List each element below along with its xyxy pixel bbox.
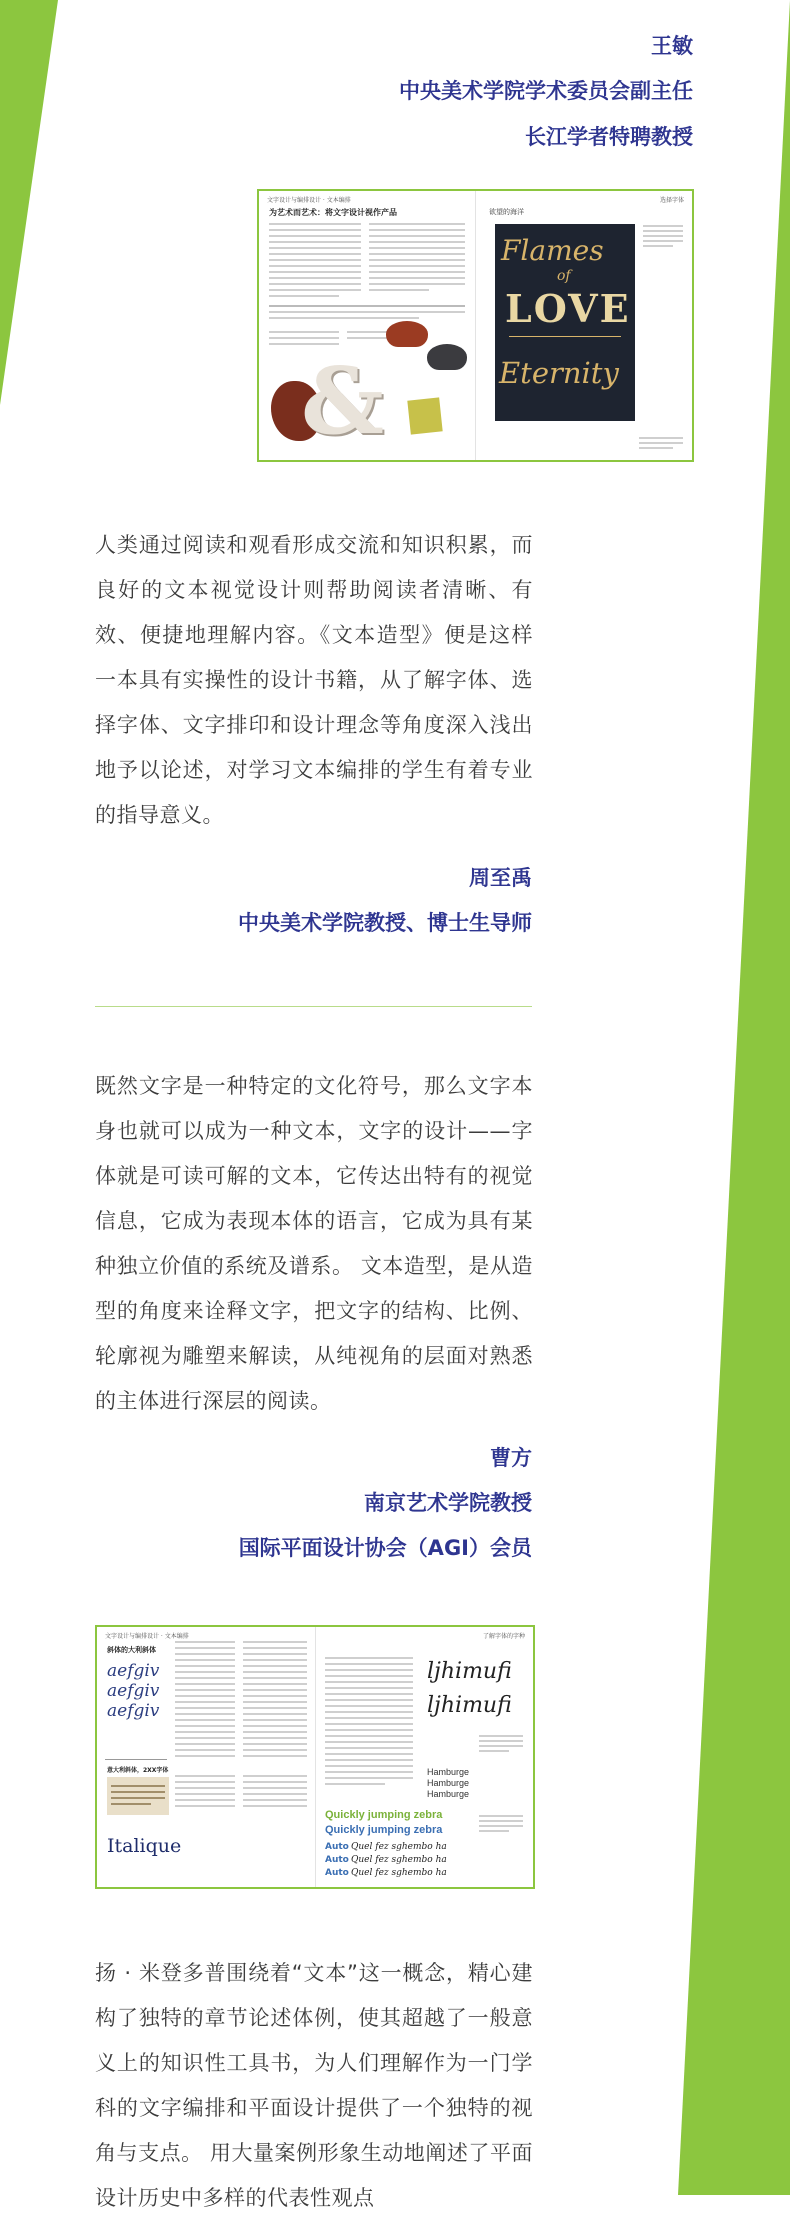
specimen-label: Auto [325, 1842, 349, 1852]
specimen-text: aefgiv [107, 1681, 160, 1701]
specimen-label: Auto [325, 1868, 349, 1878]
signature-title: 国际平面设计协会（AGI）会员 [238, 1536, 532, 1560]
specimen-text: Hamburge [427, 1778, 470, 1788]
review-paragraph: 扬 · 米登多普围绕着“文本”这一概念，精心建构了独特的章节论述体例，使其超越了一般意义上的知识性工具书，为人们理解作为一门学科的文字编排和平面设计提供了一个独特的视角与支点。 用大量案例形象生动地阐述了平面设计历史中多样的代表性观点 [95, 1961, 533, 2210]
specimen-text: Italique [107, 1835, 182, 1857]
spread-subheading: 意大利斜体，2XX字体 [107, 1767, 169, 1774]
specimen-text: Quel fez sghembo ha [351, 1842, 447, 1852]
section-divider [95, 1006, 532, 1007]
specimen-row [325, 1841, 447, 1854]
book-spread-image-2 [95, 1625, 535, 1889]
specimen-text: Quel fez sghembo ha [351, 1868, 447, 1878]
signature-title: 中央美术学院学术委员会副主任 [399, 79, 693, 103]
running-head-right: 了解字体的字种 [482, 1633, 525, 1640]
specimen-row [325, 1854, 447, 1867]
ampersand-sculpture-photo [271, 347, 385, 455]
specimen-stack [427, 1767, 469, 1800]
spine-line [315, 1627, 316, 1887]
book-spread-image-1 [257, 189, 694, 462]
spine-line [475, 191, 476, 460]
poster-word: Eternity [499, 356, 619, 390]
specimen-text: aefgiv [107, 1701, 160, 1721]
signature-name: 周至禹 [469, 866, 532, 890]
specimen-text: Hamburge [427, 1767, 470, 1777]
ampersand-glyph: & [301, 347, 385, 455]
running-head-right: 选择字体 [659, 197, 684, 204]
spread-heading: 斜体的大利斜体 [107, 1646, 156, 1654]
running-head-left: 文字设计与编排设计 · 文本编排 [105, 1633, 189, 1640]
poster-word: LOVE [505, 286, 631, 331]
signature-title: 南京艺术学院教授 [364, 1491, 532, 1515]
spread-heading: 为艺术而艺术：将文字设计视作产品 [269, 208, 397, 217]
poster-word: of [557, 268, 571, 284]
helmet-photo [427, 344, 467, 370]
specimen-text: ljhimufi [427, 1659, 512, 1684]
specimen-text: Hamburge [427, 1789, 470, 1799]
specimen-text: ljhimufi [427, 1693, 512, 1718]
specimen-row [325, 1867, 447, 1880]
signature-name: 曹方 [490, 1446, 532, 1470]
patterned-bag-photo [407, 397, 442, 434]
specimen-text: Quickly jumping zebra [325, 1809, 443, 1821]
typographic-poster [495, 224, 635, 421]
specimen-label: Auto [325, 1855, 349, 1865]
running-head-left: 文字设计与编排设计 · 文本编排 [267, 197, 351, 204]
signature-name: 王敏 [651, 34, 693, 58]
review-paragraph: 既然文字是一种特定的文化符号，那么文字本身也就可以成为一种文本，文字的设计——字体就是可读可解的文本，它传达出特有的视觉信息，它成为表现本体的语言，它成为具有某种独立价值的系统及谱系。 文本造型，是从造型的角度来诠释文字，把文字的结构、比例、轮廓视为雕塑来解读，从纯视角的层面对熟悉的主体进行深层的阅读。 [95, 1074, 533, 1413]
specimen-text: Quickly jumping zebra [325, 1824, 443, 1836]
helmet-photo [386, 321, 428, 347]
specimen-text: Quel fez sghembo ha [351, 1855, 447, 1865]
signature-title: 长江学者特聘教授 [525, 125, 693, 149]
signature-title: 中央美术学院教授、博士生导师 [238, 911, 532, 935]
manuscript-photo [107, 1777, 169, 1815]
review-paragraph: 人类通过阅读和观看形成交流和知识积累，而良好的文本视觉设计则帮助阅读者清晰、有效、便捷地理解内容。《文本造型》便是这样一本具有实操性的设计书籍，从了解字体、选择字体、文字排印和设计理念等角度深入浅出地予以论述，对学习文本编排的学生有着专业的指导意义。 [95, 533, 533, 827]
specimen-stack [325, 1841, 447, 1880]
right-page-heading: 欲望的海洋 [489, 208, 524, 216]
poster-word: Flames [501, 234, 604, 267]
specimen-text: aefgiv [107, 1661, 160, 1681]
